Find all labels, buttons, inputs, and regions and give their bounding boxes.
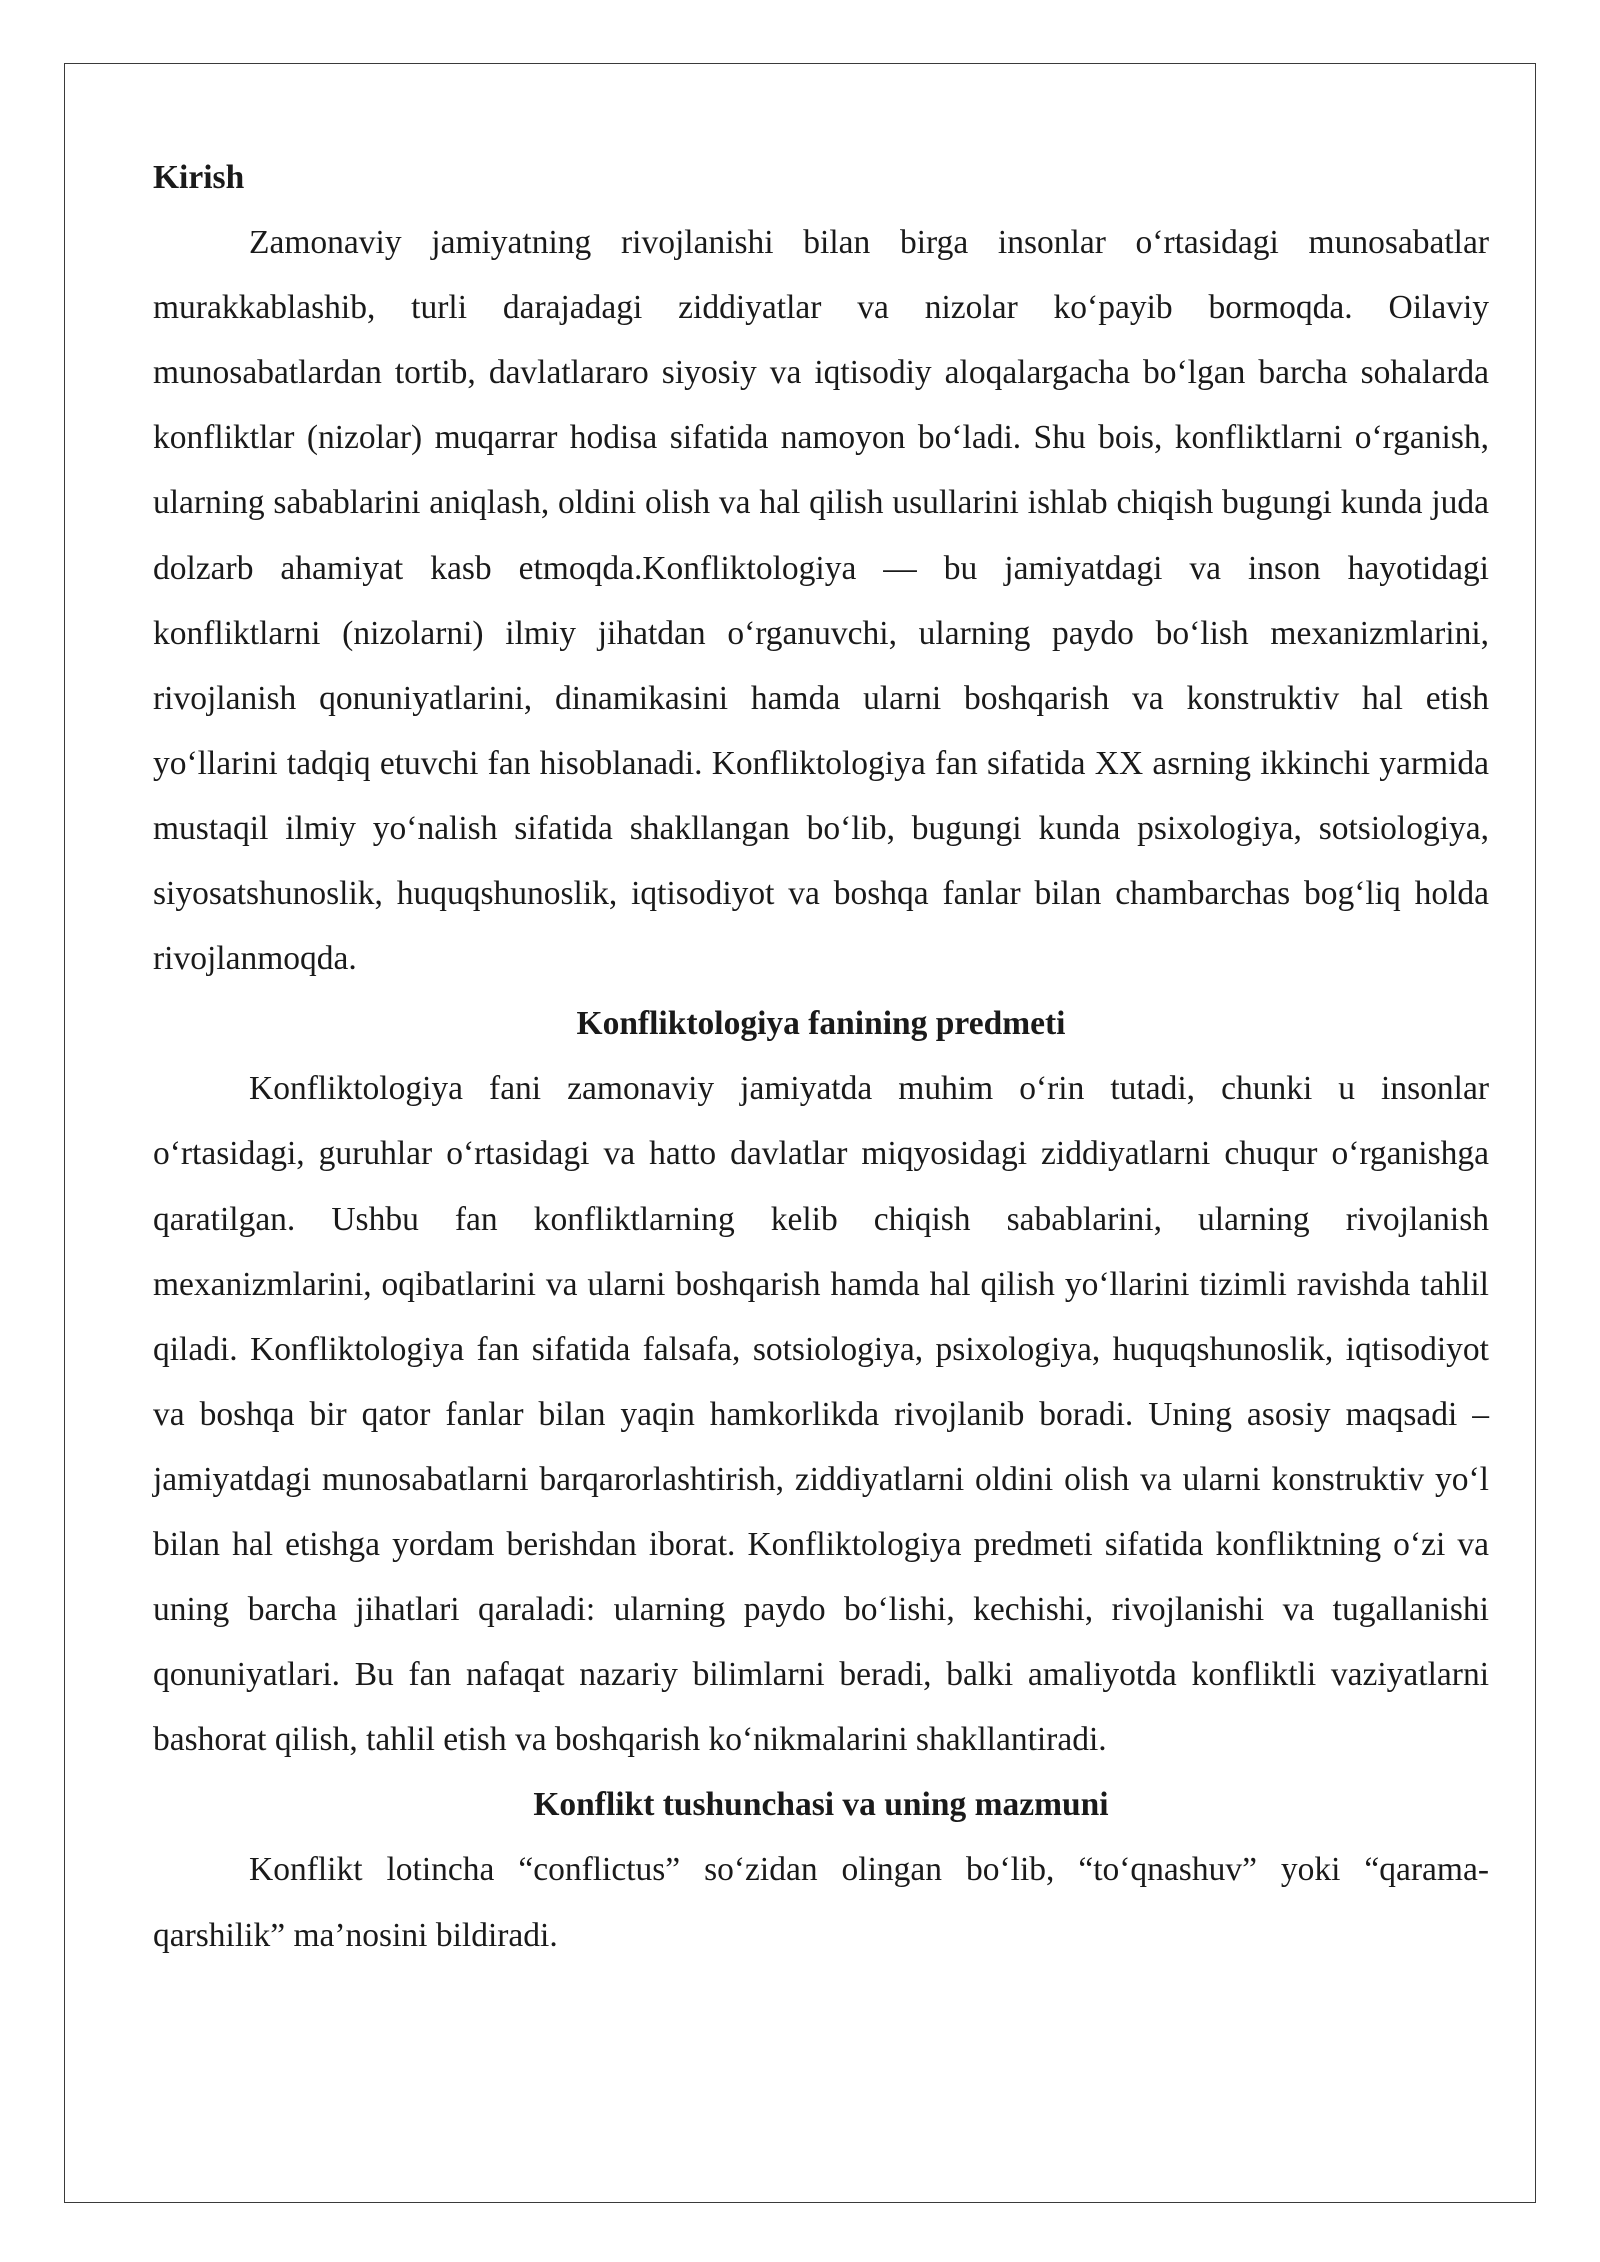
intro-heading: Kirish [153, 159, 245, 196]
section-heading-concept: Konflikt tushunchasi va uning mazmuni [533, 1786, 1109, 1824]
document-body [153, 145, 1489, 1968]
intro-paragraph: Zamonaviy jamiyatning rivojlanishi bilan birga insonlar o‘rtasidagi munosabatlar murakkablashib, turli darajadagi ziddiyatlar va nizolar ko‘payib bormoqda. Oilaviy munosabatlardan tortib, davlatlararo siyosiy va iqtisodiy aloqalargacha bo‘lgan barcha sohalarda konfliktlar (nizolar) muqarrar hodisa sifatida namoyon bo‘ladi. Shu bois, konfliktlarni o‘rganish, ularning sabablarini aniqlash, oldini olish va hal qilish usullarini ishlab chiqish bugungi kunda juda dolzarb ahamiyat kasb etmoqda.Konfliktologiya — bu jamiyatdagi va inson hayotidagi konfliktlarni (nizolarni) ilmiy jihatdan o‘rganuvchi, ularning paydo bo‘lish mexanizmlarini, rivojlanish qonuniyatlarini, dinamikasini hamda ularni boshqarish va konstruktiv hal etish yo‘llarini tadqiq etuvchi fan hisoblanadi. Konfliktologiya fan sifatida XX asrning ikkinchi yarmida mustaqil ilmiy yo‘nalish sifatida shakllangan bo‘lib, bugungi kunda psixologiya, sotsiologiya, siyosatshunoslik, huquqshunoslik, iqtisodiyot va boshqa fanlar bilan chambarchas bog‘liq holda rivojlanmoqda. [153, 224, 1489, 978]
concept-paragraph: Konflikt lotincha “conflictus” so‘zidan olingan bo‘lib, “to‘qnashuv” yoki “qarama-qarshilik” ma’nosini bildiradi. [153, 1851, 1489, 1954]
subject-paragraph: Konfliktologiya fani zamonaviy jamiyatda muhim o‘rin tutadi, chunki u insonlar o‘rtasidagi, guruhlar o‘rtasidagi va hatto davlatlar miqyosidagi ziddiyatlarni chuqur o‘rganishga qaratilgan. Ushbu fan konfliktlarning kelib chiqish sabablarini, ularning rivojlanish mexanizmlarini, oqibatlarini va ularni boshqarish hamda hal qilish yo‘llarini tizimli ravishda tahlil qiladi. Konfliktologiya fan sifatida falsafa, sotsiologiya, psixologiya, huquqshunoslik, iqtisodiyot va boshqa bir qator fanlar bilan yaqin hamkorlikda rivojlanib boradi. Uning asosiy maqsadi – jamiyatdagi munosabatlarni barqarorlashtirish, ziddiyatlarni oldini olish va ularni konstruktiv yo‘l bilan hal etishga yordam berishdan iborat. Konfliktologiya predmeti sifatida konfliktning o‘zi va uning barcha jihatlari qaraladi: ularning paydo bo‘lishi, kechishi, rivojlanishi va tugallanishi qonuniyatlari. Bu fan nafaqat nazariy bilimlarni beradi, balki amaliyotda konfliktli vaziyatlarni bashorat qilish, tahlil etish va boshqarish ko‘nikmalarini shakllantiradi. [153, 1070, 1489, 1759]
section-heading-subject: Konfliktologiya fanining predmeti [576, 1005, 1066, 1043]
